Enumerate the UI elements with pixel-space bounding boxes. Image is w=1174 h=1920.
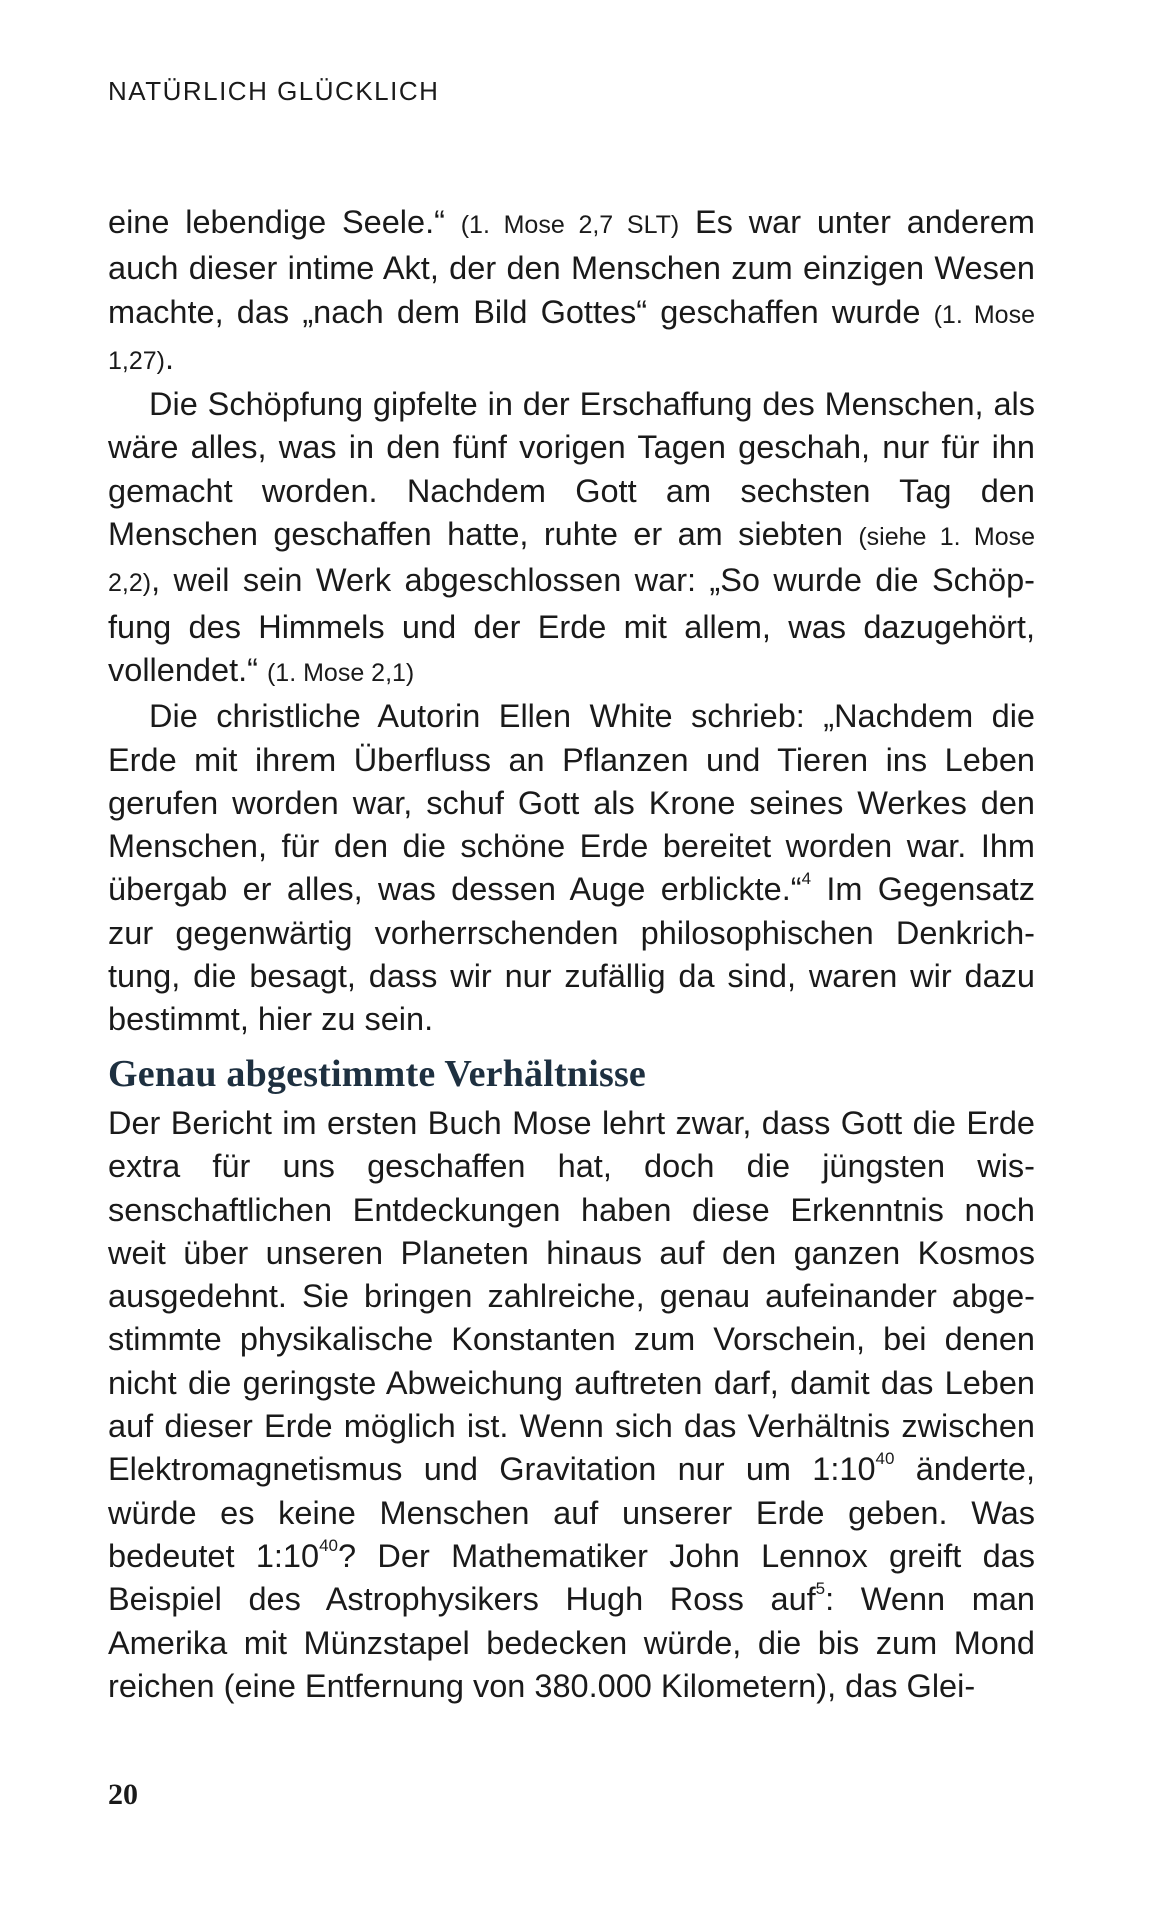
text: Die Schöpfung gipfelte in der Erschaffung des Menschen, als wäre alles, was in den fünf vorigen Tagen geschah, nur für ihn gemacht worden. Nachdem Gott am sechsten Tag den Menschen geschaffen hatte, ruhte er am siebten	[108, 386, 1035, 553]
exponent: 40	[875, 1449, 895, 1469]
section-heading: Genau abgestimmte Verhältnisse	[108, 1053, 646, 1095]
running-head: NATÜRLICH GLÜCKLICH	[108, 76, 440, 106]
section-1-body	[108, 201, 1035, 1042]
text: : Wenn man Amerika mit Münzstapel bedecken würde, die bis zum Mond reichen (eine Entfernung von 380.000 Kilometern), das Glei-	[108, 1581, 1035, 1704]
footnote-marker: 4	[801, 869, 812, 889]
text: ? Der Mathematiker John Lennox greift das Beispiel des Astrophysikers Hugh Ross auf	[108, 1537, 1036, 1618]
paragraph-1	[108, 201, 1035, 383]
page-number: 20	[108, 1778, 138, 1811]
bible-reference: (1. Mose 1,27)	[108, 300, 1035, 375]
text: Die christliche Autorin Ellen White schrieb: „Nachdem die Erde mit ihrem Überfluss an Pflanzen und Tieren ins Leben gerufen worden war, schuf Gott als Krone seines Werkes den Menschen, für den die schöne Erde bereitet worden war. Ihm übergab er alles, was dessen Auge erblickte.“	[108, 698, 1035, 908]
text: änderte, würde es keine Menschen auf unserer Erde geben. Was bedeutet 1:10	[108, 1451, 1035, 1574]
paragraph-3	[108, 695, 1035, 1041]
bible-reference: (1. Mose 2,1)	[266, 658, 415, 687]
paragraph-4	[108, 1102, 1035, 1708]
text: .	[164, 339, 175, 376]
text: eine lebendige Seele.“	[108, 204, 461, 240]
footnote-marker: 5	[815, 1579, 826, 1599]
text: Im Gegensatz zur gegenwärtig vorherrschenden philosophischen Denkrichtung, die besagt, dass wir nur zufällig da sind, waren wir dazu bestimmt, hier zu sein.	[108, 871, 1035, 1038]
exponent: 40	[319, 1535, 339, 1555]
text: , weil sein Werk abgeschlossen war: „So wurde die Schöpfung des Himmels und der Erde mit allem, was dazugehört, vollendet.“	[108, 562, 1035, 688]
bible-reference: (siehe 1. Mose 2,2)	[108, 523, 1036, 598]
paragraph-2	[108, 383, 1035, 695]
text: Es war unter anderem auch dieser intime Akt, der den Menschen zum einzigen Wesen machte, das „nach dem Bild Gottes“ geschaffen wurde	[108, 204, 1035, 330]
bible-reference: (1. Mose 2,7 SLT)	[460, 211, 680, 239]
text: Der Bericht im ersten Buch Mose lehrt zwar, dass Gott die Erde extra für uns geschaffen hat, doch die jüngsten wissenschaftlichen Entdeckungen haben diese Erkenntnis noch weit über unseren Planeten hinaus auf den ganzen Kosmos ausgedehnt. Sie bringen zahlreiche, genau aufeinander abgestimmte physikalische Konstanten zum Vorschein, bei denen nicht die geringste Abweichung auftreten darf, damit das Leben auf dieser Erde möglich ist. Wenn sich das Verhältnis zwischen Elektromagnetismus und Gravitation nur um 1:10	[108, 1105, 1035, 1488]
section-2-body	[108, 1102, 1035, 1708]
